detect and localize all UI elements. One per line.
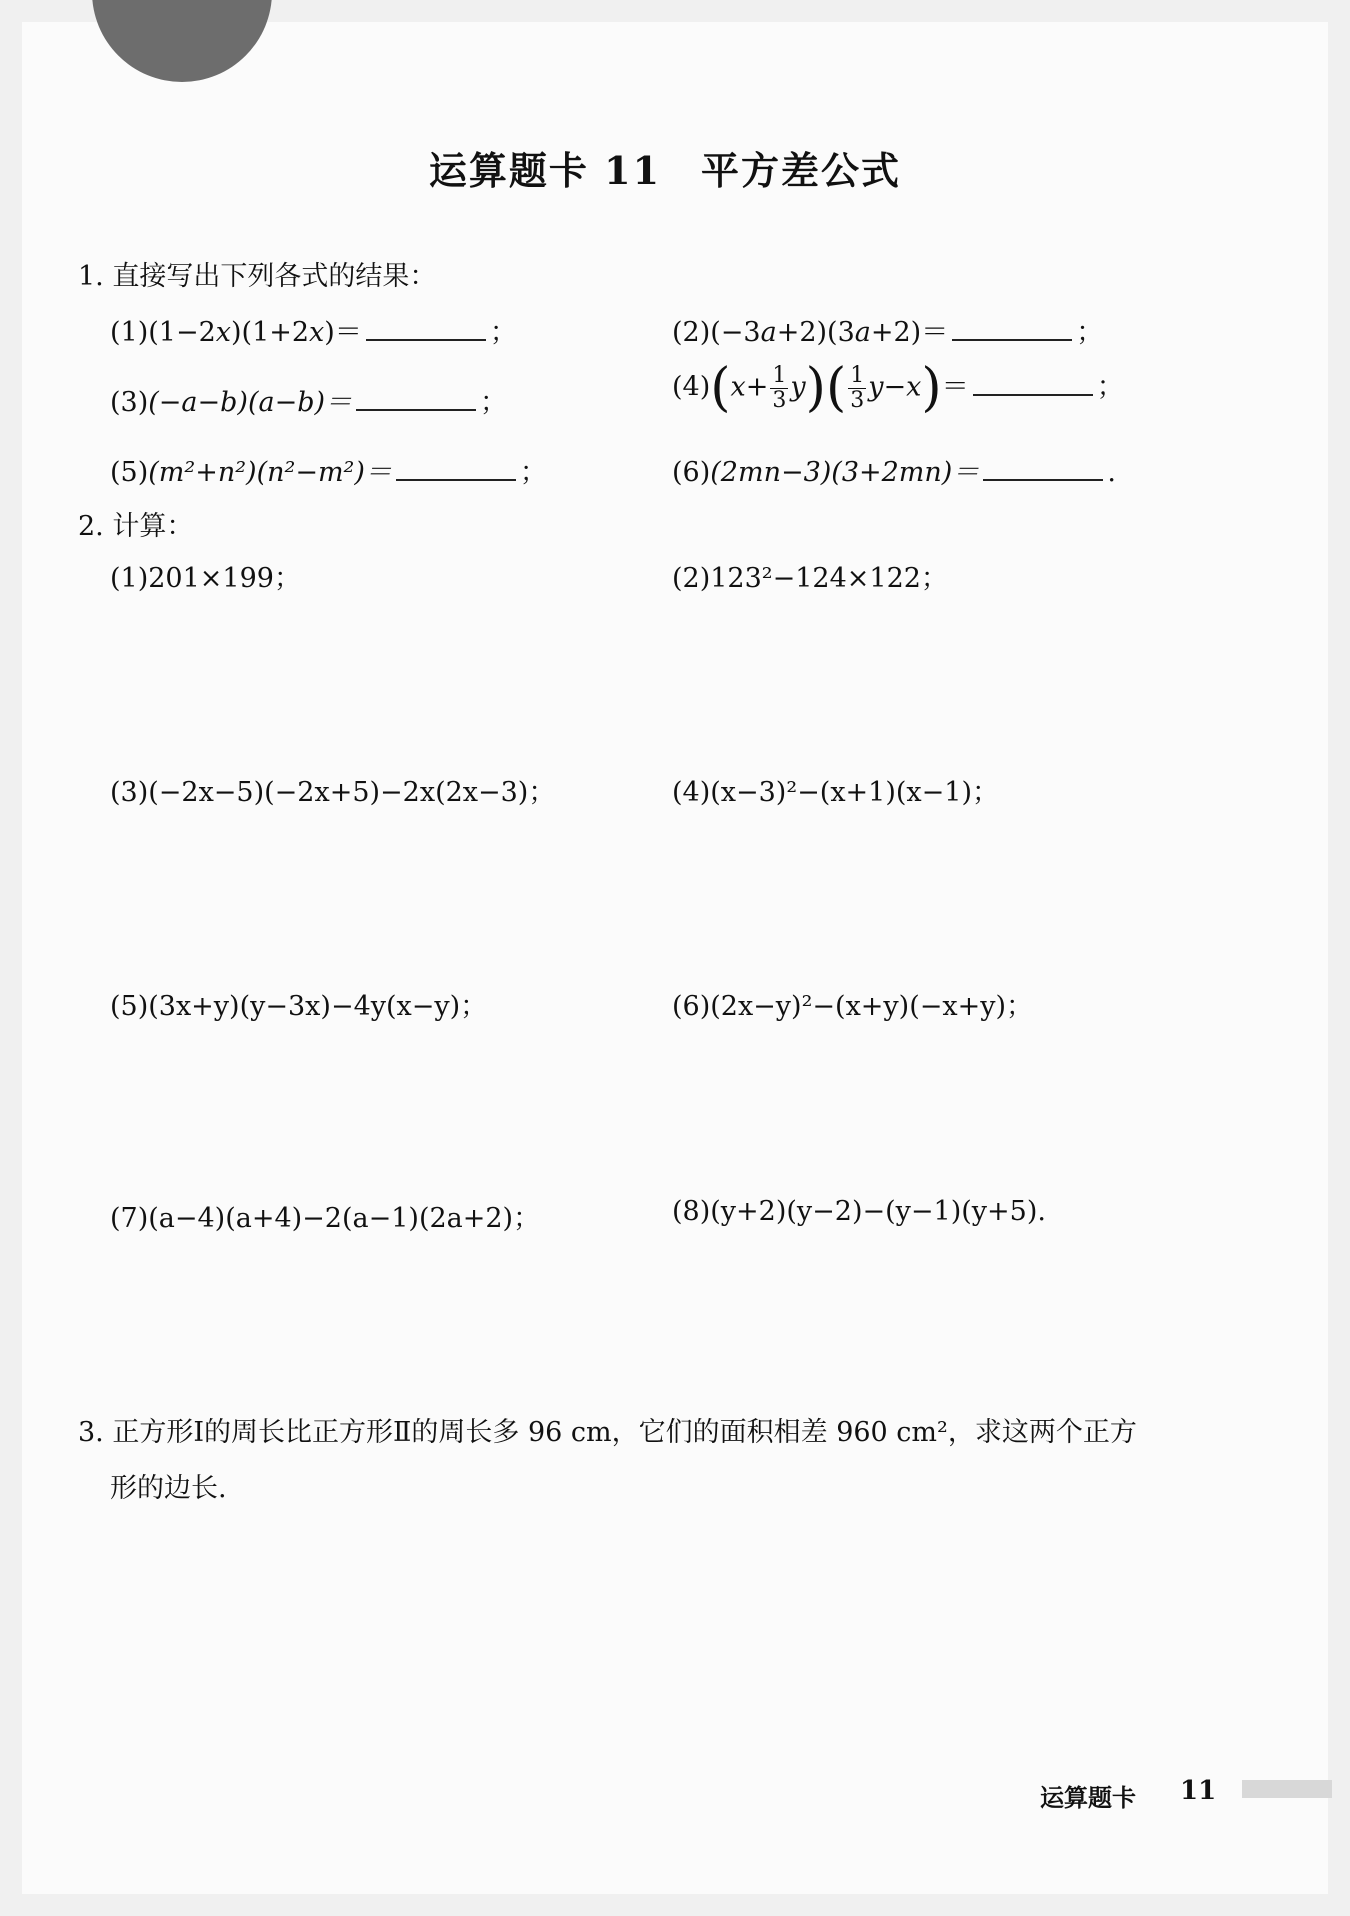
q2-item-6: (6)(2x−y)²−(x+y)(−x+y)； [672,991,1034,1022]
q1-item-2: (2)(−3a+2)(3a+2)＝ ； [672,310,1103,349]
corner-tab-decoration [92,0,272,82]
footer-page-number: 11 [1180,1776,1217,1806]
q2-item-5: (5)(3x+y)(y−3x)−4y(x−y)； [110,991,488,1022]
q1-item-5: (5)(m²+n²)(n²−m²)＝ ； [110,450,547,489]
q2-item-1: (1)201×199； [110,563,301,594]
answer-blank[interactable] [973,368,1093,396]
q2-item-3: (3)(−2x−5)(−2x+5)−2x(2x−3)； [110,777,556,808]
title-sub: 平方差公式 [701,148,902,193]
answer-blank[interactable] [356,383,476,411]
q2-item-2: (2)123²−124×122； [672,563,948,594]
footer-label: 运算题卡 [1040,1784,1136,1812]
q2-stem: 2. 计算： [78,511,194,542]
q1-item-3: (3)(−a−b)(a−b)＝ ； [110,380,507,419]
q2-item-7: (7)(a−4)(a+4)−2(a−1)(2a+2)； [110,1203,541,1234]
q3-line-1: 3. 正方形Ⅰ的周长比正方形Ⅱ的周长多 96 cm，它们的面积相差 960 cm²，求这两个正方 [78,1417,1137,1448]
answer-blank[interactable] [952,313,1072,341]
answer-blank[interactable] [396,453,516,481]
q1-item-1: (1)(1−2x)(1+2x)＝ ； [110,310,517,349]
answer-blank[interactable] [983,453,1103,481]
q1-item-4: (4)(x+ $\frac{1}{3}$ y)( $\frac{1}{3}$ y−x)＝ ； [672,358,1124,418]
q1-stem: 1. 直接写出下列各式的结果： [78,261,437,292]
fraction-one-third: $\frac{1}{3}$ [850,363,865,413]
answer-blank[interactable] [366,313,486,341]
fraction-one-third: $\frac{1}{3}$ [772,363,787,413]
q2-item-4: (4)(x−3)²−(x+1)(x−1)； [672,777,999,808]
q1-item-6: (6)(2mn−3)(3+2mn)＝ . [672,450,1116,489]
page-title [0,140,1330,195]
q3-line-2: 形的边长. [110,1473,227,1504]
title-main: 运算题卡 11 [428,148,662,193]
q2-item-8: (8)(y+2)(y−2)−(y−1)(y+5). [672,1196,1046,1227]
worksheet-page [22,22,1328,1894]
footer-bar-decoration [1242,1780,1332,1798]
